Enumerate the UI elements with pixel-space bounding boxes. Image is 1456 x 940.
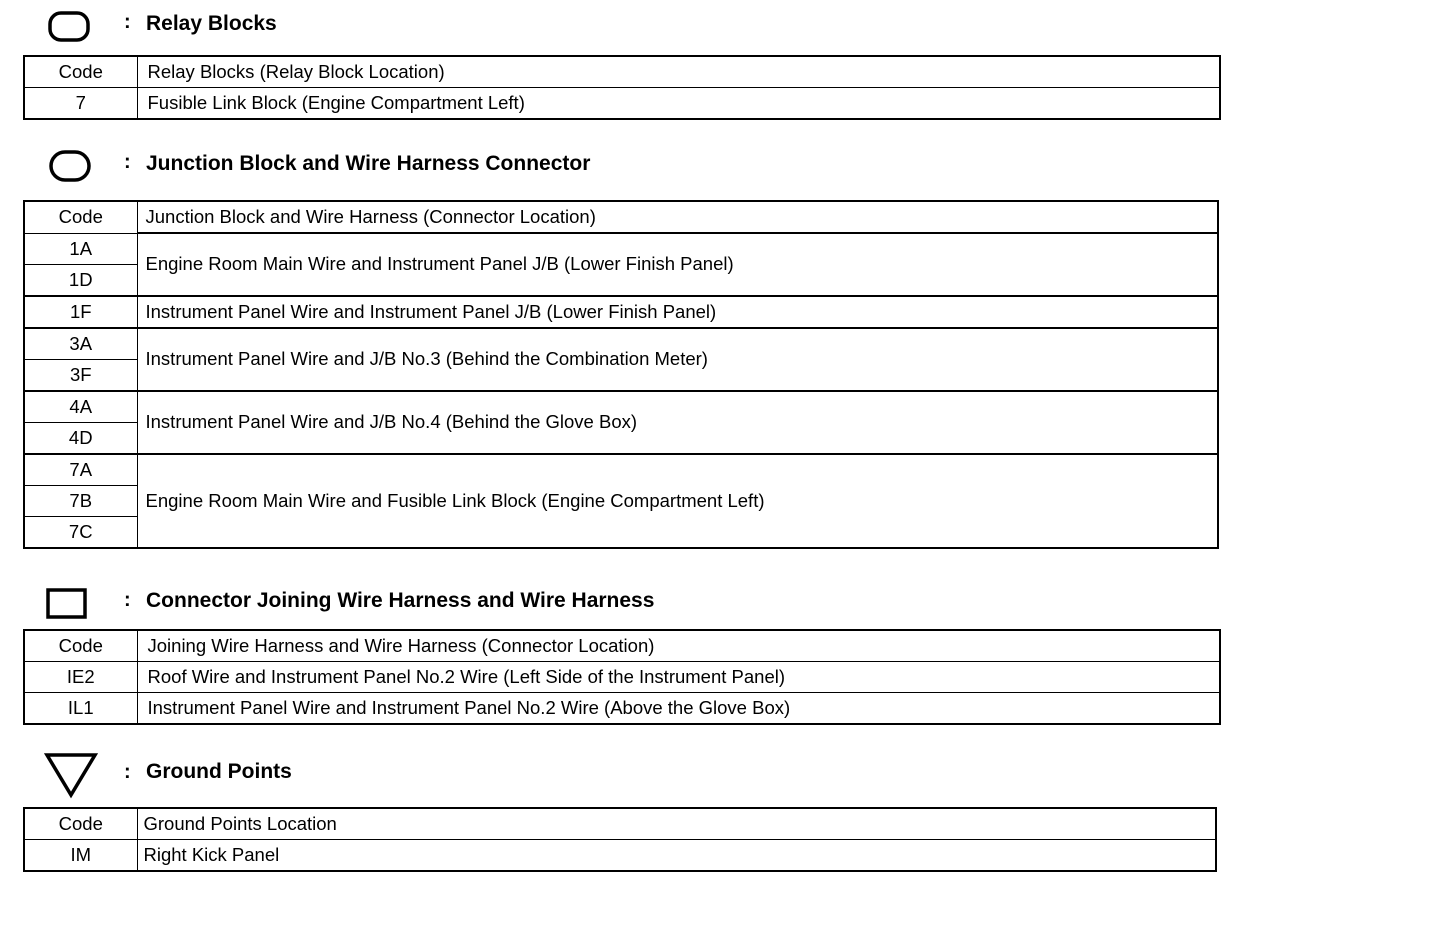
section-colon: : xyxy=(124,589,131,611)
code-column-header: Code xyxy=(24,201,137,233)
table-row xyxy=(24,693,1220,725)
location-cell: Right Kick Panel xyxy=(137,840,1216,872)
code-cell: 4D xyxy=(24,422,137,454)
location-cell: Engine Room Main Wire and Fusible Link Block (Engine Compartment Left) xyxy=(137,454,1218,548)
code-cell: 7 xyxy=(24,88,137,120)
section-title: Relay Blocks xyxy=(146,12,277,35)
location-column-header: Ground Points Location xyxy=(137,808,1216,840)
location-cell: Instrument Panel Wire and Instrument Panel J/B (Lower Finish Panel) xyxy=(137,296,1218,328)
table-header-row xyxy=(24,808,1216,840)
connector-table xyxy=(23,629,1221,725)
location-column-header: Junction Block and Wire Harness (Connector Location) xyxy=(137,201,1218,233)
section-colon: : xyxy=(124,151,131,173)
relay-block-symbol-icon xyxy=(48,11,96,47)
code-cell: 1F xyxy=(24,296,137,328)
table-row xyxy=(24,391,1218,423)
location-cell: Instrument Panel Wire and Instrument Panel No.2 Wire (Above the Glove Box) xyxy=(137,693,1220,725)
table-row xyxy=(24,88,1220,120)
table-row xyxy=(24,296,1218,328)
junction-block-symbol-icon xyxy=(49,150,97,188)
location-cell: Roof Wire and Instrument Panel No.2 Wire (Left Side of the Instrument Panel) xyxy=(137,662,1220,693)
code-cell: IM xyxy=(24,840,137,872)
code-column-header: Code xyxy=(24,630,137,662)
code-cell: 7B xyxy=(24,485,137,516)
code-cell: 7C xyxy=(24,516,137,548)
table-header-row xyxy=(24,56,1220,88)
section-title: Connector Joining Wire Harness and Wire Harness xyxy=(146,589,655,612)
table-row xyxy=(24,840,1216,872)
table-row xyxy=(24,454,1218,486)
section-heading-relay-blocks xyxy=(46,8,646,52)
table-row xyxy=(24,662,1220,693)
location-cell: Instrument Panel Wire and J/B No.3 (Behind the Combination Meter) xyxy=(137,328,1218,391)
location-cell: Fusible Link Block (Engine Compartment Left) xyxy=(137,88,1220,120)
code-cell: IE2 xyxy=(24,662,137,693)
table-header-row xyxy=(24,630,1220,662)
ground-points-table xyxy=(23,807,1217,872)
section-colon: : xyxy=(124,761,131,783)
code-cell: 3A xyxy=(24,328,137,360)
code-column-header: Code xyxy=(24,808,137,840)
ground-point-symbol-icon xyxy=(44,752,102,800)
table-header-row xyxy=(24,201,1218,233)
code-cell: 1D xyxy=(24,264,137,296)
code-cell: 3F xyxy=(24,359,137,391)
code-cell: 4A xyxy=(24,391,137,423)
connector-symbol-icon xyxy=(46,587,90,623)
section-title: Ground Points xyxy=(146,760,292,783)
code-cell: 1A xyxy=(24,233,137,264)
junction-block-table xyxy=(23,200,1219,549)
code-cell: IL1 xyxy=(24,693,137,725)
code-cell: 7A xyxy=(24,454,137,486)
section-heading-ground-points xyxy=(46,752,646,800)
location-cell: Instrument Panel Wire and J/B No.4 (Behind the Glove Box) xyxy=(137,391,1218,454)
section-heading-junction-block xyxy=(46,148,846,192)
section-colon: : xyxy=(124,11,131,33)
location-column-header: Joining Wire Harness and Wire Harness (Connector Location) xyxy=(137,630,1220,662)
table-row xyxy=(24,328,1218,360)
section-title: Junction Block and Wire Harness Connector xyxy=(146,152,591,175)
section-heading-connector xyxy=(46,586,846,630)
table-row xyxy=(24,233,1218,264)
location-cell: Engine Room Main Wire and Instrument Panel J/B (Lower Finish Panel) xyxy=(137,233,1218,296)
code-column-header: Code xyxy=(24,56,137,88)
location-column-header: Relay Blocks (Relay Block Location) xyxy=(137,56,1220,88)
relay-blocks-table xyxy=(23,55,1221,120)
